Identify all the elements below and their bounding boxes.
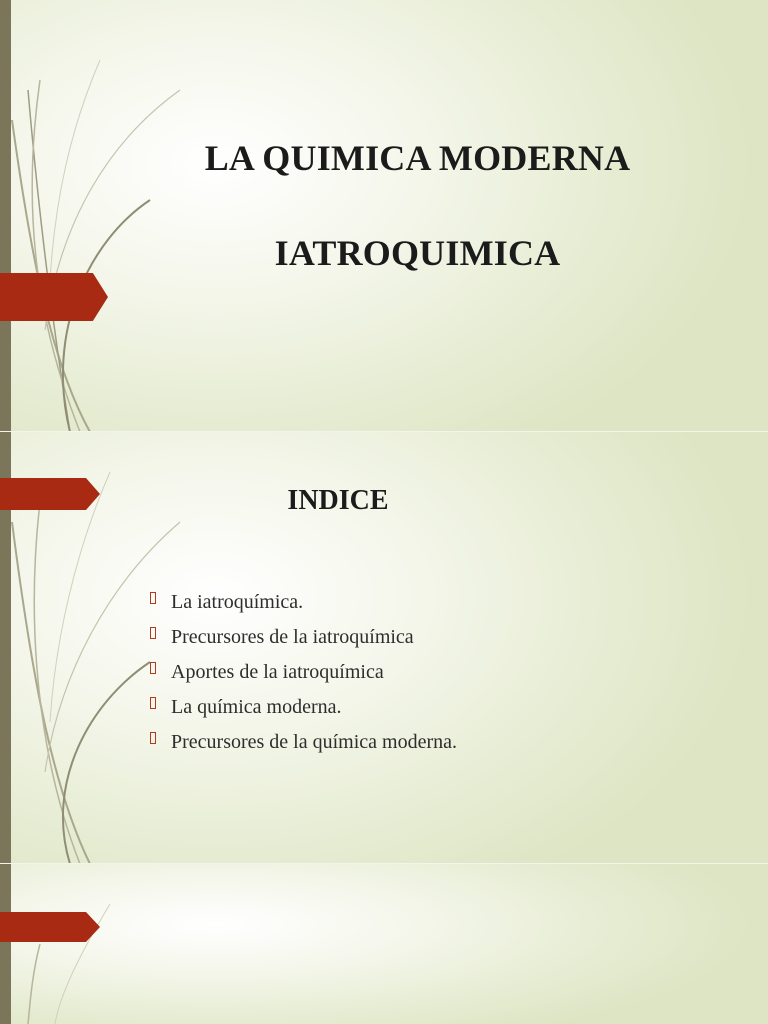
bullet-icon (150, 697, 156, 709)
list-item-text: Aportes de la iatroquímica (171, 661, 384, 683)
slide-3 (0, 864, 768, 1024)
bullet-icon (150, 627, 156, 639)
bullet-icon (150, 732, 156, 744)
slide-title: LA QUIMICA MODERNA (204, 138, 631, 178)
bullet-icon (150, 662, 156, 674)
list-item-text: La química moderna. (171, 696, 342, 718)
list-item-text: Precursores de la química moderna. (171, 731, 458, 753)
list-item-text: La iatroquímica. (171, 591, 304, 613)
accent-arrow (0, 912, 100, 942)
list-item-text: Precursores de la iatroquímica (171, 626, 414, 648)
section-heading: INDICE (287, 485, 389, 516)
slide-2 (0, 432, 768, 864)
decorative-swirl (0, 0, 200, 432)
bullet-icon (150, 592, 156, 604)
accent-arrow (0, 273, 108, 321)
decorative-swirl (0, 864, 200, 1024)
slide-subtitle: IATROQUIMICA (274, 233, 561, 273)
slide-1 (0, 0, 768, 432)
